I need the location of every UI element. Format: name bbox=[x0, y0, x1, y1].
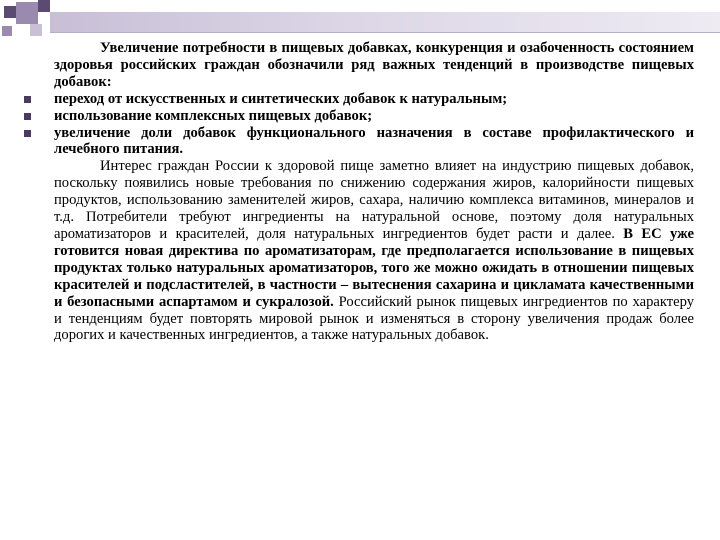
header-band bbox=[50, 12, 720, 32]
intro-paragraph: Увеличение потребности в пищевых добавках, конкуренция и озабоченность состоянием здоровья российских граждан обозначили ряд важных тенденций в производстве пищевых добавок: bbox=[54, 40, 694, 90]
header-divider bbox=[50, 32, 720, 33]
market-paragraph bbox=[54, 158, 694, 344]
market-text-2: Российский рынок пищевых ингредиентов по характеру и тенденциям будет повторять мировой рынок и изменяться в сторону увеличения продаж более дорогих и качественных ингредиентов, а также натуральных добавок. bbox=[54, 293, 694, 344]
decor-square bbox=[4, 6, 16, 18]
list-item-text: переход от искусственных и синтетических добавок к натуральным; bbox=[54, 90, 508, 107]
decor-square bbox=[38, 0, 50, 12]
list-item-text: увеличение доли добавок функционального назначения в составе профилактического и лечебного питания. bbox=[54, 124, 694, 158]
square-bullet-icon bbox=[24, 130, 31, 137]
list-item bbox=[22, 91, 694, 108]
square-bullet-icon bbox=[24, 96, 31, 103]
list-item bbox=[22, 108, 694, 125]
decor-square bbox=[2, 26, 12, 36]
decor-square bbox=[16, 2, 38, 24]
decor-square bbox=[30, 24, 42, 36]
market-text-1: Интерес граждан России к здоровой пище заметно влияет на индустрию пищевых добавок, поскольку появились новые требования по снижению содержания жиров, калорийности пищевых продуктов, использованию заменителей жиров, сахара, наличию комплекса витаминов, минералов и т.д. Потребители требуют ингредиенты на натуральной основе, поэтому доля натуральных ароматизаторов и красителей, доля натуральных ингредиентов будет расти и далее. bbox=[54, 158, 694, 242]
eu-directive-text: В ЕС уже готовится новая директива по ароматизаторам, где предполагается использование в пищевых продуктах только натуральных ароматизаторов, того же можно ожидать в отношении пищевых красителей и подсластителей, в частности – вытеснения сахарина и цикламата качественными и безопасными аспартамом и сукралозой. bbox=[54, 225, 694, 310]
slide-body bbox=[22, 40, 694, 344]
square-bullet-icon bbox=[24, 113, 31, 120]
trend-list bbox=[22, 91, 694, 159]
list-item bbox=[22, 125, 694, 159]
list-item-text: использование комплексных пищевых добавок; bbox=[54, 107, 373, 124]
